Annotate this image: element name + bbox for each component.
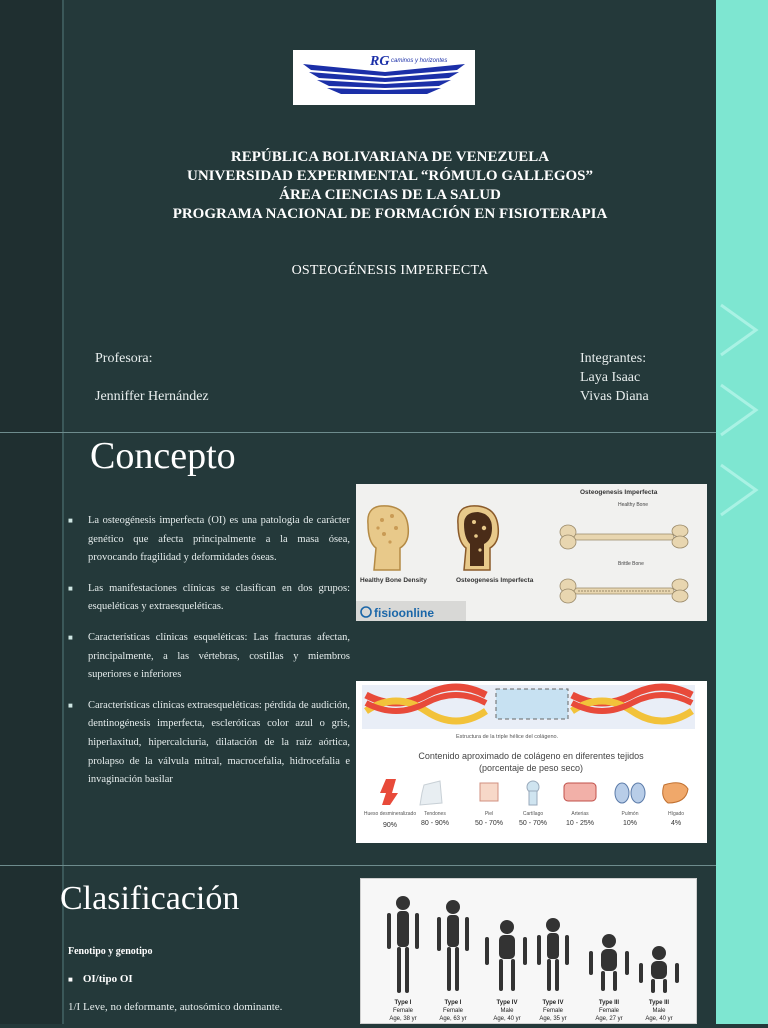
skeleton-age: Age, 27 yr [595, 1016, 623, 1022]
long-bone-healthy [560, 525, 688, 549]
student-name: Vivas Diana [580, 389, 649, 404]
teacher-name: Jenniffer Hernández [95, 389, 209, 404]
collagen-figure [356, 681, 707, 843]
logo-monogram: RG [370, 54, 390, 69]
oi-bone-label: Osteogenesis Imperfecta [456, 577, 534, 584]
skeleton-sex: Female [542, 1008, 564, 1014]
collagen-subtitle: (porcentaje de peso seco) [478, 763, 584, 773]
slide-divider [0, 865, 716, 866]
skeleton-illustrations [387, 896, 679, 993]
chevron-decoration-icon [716, 380, 768, 440]
tissue-value: 50 - 70% [518, 820, 548, 827]
tissue-name: Tendones [424, 811, 446, 817]
tissue-name: Cartílago [522, 811, 544, 817]
bone-icon [380, 779, 398, 805]
skin-icon [480, 783, 498, 801]
institution-line: REPÚBLICA BOLIVARIANA DE VENEZUELA [230, 149, 550, 165]
tissue-name: Pulmón [621, 811, 639, 817]
skeleton-sex: Female [392, 1008, 414, 1014]
teacher-label: Profesora: [95, 351, 153, 366]
clasificacion-heading: Clasificación [60, 880, 240, 917]
long-bone-brittle [560, 579, 688, 603]
fenotipo-label: Fenotipo y genotipo [68, 946, 153, 957]
skeleton-sex: Male [500, 1008, 514, 1014]
oi-bone-illustration [458, 506, 498, 570]
left-band [0, 0, 62, 1024]
tissue-value: 10 - 25% [565, 820, 595, 827]
tissue-name: Hígado [667, 811, 685, 817]
skeleton-type: Type IV [542, 1000, 564, 1006]
tissue-name: Arterias [571, 811, 589, 817]
skeleton-types-figure [360, 878, 697, 1024]
bullet-icon: ■ [68, 516, 73, 525]
tissue-value: 90% [382, 822, 398, 829]
chevron-decoration-icon [716, 460, 768, 520]
list-item: ■ Las manifestaciones clínicas se clasifican en dos grupos: esqueléticas y extraesqueléticas. [68, 580, 350, 617]
collagen-title: Contenido aproximado de colágeno en diferentes tejidos [418, 751, 644, 761]
logo-text: caminos y horizontes [391, 58, 448, 64]
skeleton-sex: Male [652, 1008, 666, 1014]
skeleton-type: Type III [648, 1000, 670, 1006]
chevron-decoration-icon [716, 300, 768, 360]
presentation-topic: OSTEOGÉNESIS IMPERFECTA [291, 263, 489, 278]
tissue-name: Piel [484, 811, 494, 817]
healthy-bone-caption: Healthy Bone [618, 502, 649, 508]
university-logo [293, 50, 475, 105]
skeleton-sex: Female [442, 1008, 464, 1014]
type-description: 1/I Leve, no deformante, autosómico dominante. [68, 1001, 283, 1013]
healthy-bone-illustration [368, 506, 409, 570]
students-block [580, 349, 649, 406]
list-item: ■ La osteogénesis imperfecta (OI) es una patologia de carácter genético que afecta principalmente a la masa ósea, provocando fragilidad y deformidades óseas. [68, 512, 350, 568]
liver-icon [663, 783, 688, 803]
skeleton-age: Age, 38 yr [389, 1016, 417, 1022]
tissue-name: Hueso desmineralizado [363, 811, 417, 817]
teacher-block [95, 349, 209, 406]
tissue-icon-row [380, 779, 688, 805]
skeleton-type: Type III [598, 1000, 620, 1006]
institution-line: UNIVERSIDAD EXPERIMENTAL “RÓMULO GALLEGOS” [186, 168, 594, 184]
healthy-bone-label: Healthy Bone Density [360, 577, 427, 584]
bullet-icon: ■ [68, 583, 73, 593]
skeleton-sex: Female [598, 1008, 620, 1014]
institution-header [64, 148, 716, 224]
bullet-icon: ■ [68, 632, 73, 642]
figure1-title: Osteogenesis Imperfecta [580, 489, 658, 496]
institution-line: PROGRAMA NACIONAL DE FORMACIÓN EN FISIOTERAPIA [172, 206, 608, 222]
skeleton-type: Type IV [496, 1000, 518, 1006]
lung-icon [615, 783, 645, 803]
skeleton-age: Age, 35 yr [539, 1016, 567, 1022]
skeleton-type: Type I [394, 1000, 412, 1006]
list-item: ■ Características clínicas extraesqueléticas: pérdida de audición, dentinogénesis imperfecta, escleróticas color azul o gris, hiperlaxitud, hipercalciuria, dilatación de la raíz aórtica, prolapso de la válvula mitral, macrocefalia, hidrocefalia e invaginación basilar [68, 697, 350, 790]
tissue-value: 50 - 70% [474, 820, 504, 827]
tissue-value: 10% [622, 820, 638, 827]
helix-caption: Estructura de la triple hélice del colágeno. [456, 734, 559, 740]
artery-icon [564, 783, 596, 801]
institution-line: ÁREA CIENCIAS DE LA SALUD [279, 187, 501, 203]
skeleton-age: Age, 40 yr [645, 1016, 673, 1022]
skeleton-age: Age, 40 yr [493, 1016, 521, 1022]
tendon-icon [420, 781, 442, 805]
students-label: Integrantes: [580, 351, 647, 366]
brittle-bone-caption: Brittle Bone [618, 561, 644, 567]
bullet-icon: ■ [68, 975, 73, 984]
tissue-value: 80 - 90% [420, 820, 450, 827]
list-item: ■ Características clínicas esqueléticas: Las fracturas afectan, principalmente, a las vértebras, costillas y miembros superiores e inferiores [68, 629, 350, 685]
skeleton-age: Age, 63 yr [439, 1016, 467, 1022]
bone-density-figure [356, 484, 707, 621]
brand-text: fisioonline [374, 606, 434, 620]
student-name: Laya Isaac [580, 370, 641, 385]
slide-divider [0, 432, 716, 433]
concepto-bullet-list [68, 512, 350, 802]
bullet-icon: ■ [68, 700, 73, 710]
tissue-value: 4% [670, 820, 682, 827]
skeleton-type: Type I [444, 1000, 462, 1006]
list-item: ■ OI/tipo OI [68, 973, 133, 985]
concepto-heading: Concepto [90, 435, 236, 477]
